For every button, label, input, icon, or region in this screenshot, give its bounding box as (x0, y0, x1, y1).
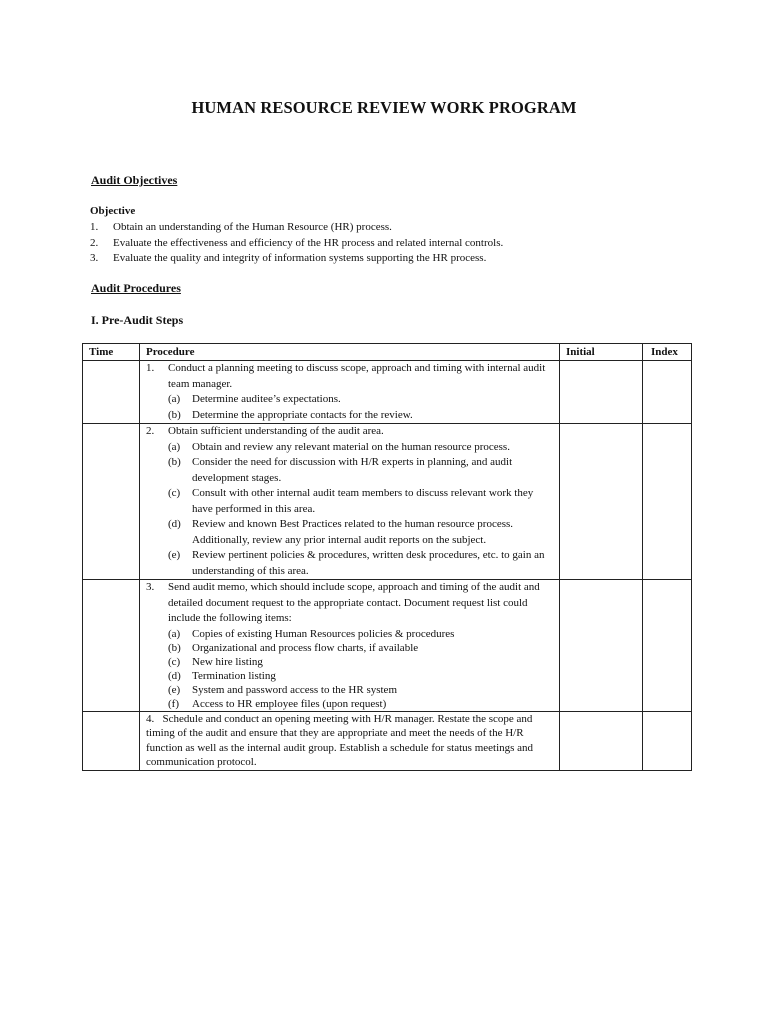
table-header-row (83, 344, 692, 361)
table-row (83, 424, 692, 580)
index-cell (643, 580, 692, 712)
time-cell (83, 361, 140, 424)
table-row (83, 361, 692, 424)
initial-cell (560, 711, 643, 770)
procedure-cell: 3. Send audit memo, which should include scope, approach and timing of the audit and detailed document request to the appropriate contact. Document request list could include the following items: (a) Copies of existing Human Resources policies & procedures (b) Organizational and process flow charts, if available (c) New hire listing (d) Termination listing (e) System and password access to the HR system (f) Access to HR employee files (upon request) (140, 580, 560, 712)
table-row (83, 711, 692, 770)
column-header-index: Index (643, 344, 692, 361)
audit-procedures-heading: Audit Procedures (91, 281, 181, 295)
objectives-list (90, 220, 503, 267)
index-cell (643, 361, 692, 424)
objective-label: Objective (90, 205, 136, 217)
column-header-initial: Initial (560, 344, 643, 361)
time-cell (83, 711, 140, 770)
pre-audit-steps-table (82, 343, 692, 771)
initial-cell (560, 424, 643, 580)
initial-cell (560, 580, 643, 712)
column-header-time: Time (83, 344, 140, 361)
objective-item: 1. Obtain an understanding of the Human Resource (HR) process. (90, 221, 392, 233)
audit-objectives-heading: Audit Objectives (91, 173, 178, 187)
initial-cell (560, 361, 643, 424)
time-cell (83, 580, 140, 712)
column-header-procedure: Procedure (140, 344, 560, 361)
objective-item: 3. Evaluate the quality and integrity of information systems supporting the HR process. (90, 252, 487, 264)
objective-item: 2. Evaluate the effectiveness and efficiency of the HR process and related internal controls. (90, 236, 504, 249)
procedure-cell: 4. Schedule and conduct an opening meeting with H/R manager. Restate the scope and timing of the audit and ensure that they are appropriate and meet the needs of the H/R function as well as the internal audit group. Establish a schedule for status meetings and communication protocol. (140, 711, 560, 770)
table-row (83, 580, 692, 712)
index-cell (643, 711, 692, 770)
time-cell (83, 424, 140, 580)
document-title: HUMAN RESOURCE REVIEW WORK PROGRAM (191, 98, 577, 117)
procedure-cell: 2. Obtain sufficient understanding of the audit area. (a) Obtain and review any relevant material on the human resource process. (b) Consider the need for discussion with H/R experts in planning, and audit development stages. (c) Consult with other internal audit team members to discuss relevant work they have performed in this area. (d) Review and known Best Practices related to the human resource process. Additionally, review any prior internal audit reports on the subject. (e) Review pertinent policies & procedures, written desk procedures, etc. to gain an understanding of this area. (140, 424, 560, 580)
procedure-cell: 1. Conduct a planning meeting to discuss scope, approach and timing with internal audit team manager. (a) Determine auditee’s expectations. (b) Determine the appropriate contacts for the review. (140, 361, 560, 424)
index-cell (643, 424, 692, 580)
pre-audit-steps-heading: I. Pre-Audit Steps (91, 313, 184, 327)
